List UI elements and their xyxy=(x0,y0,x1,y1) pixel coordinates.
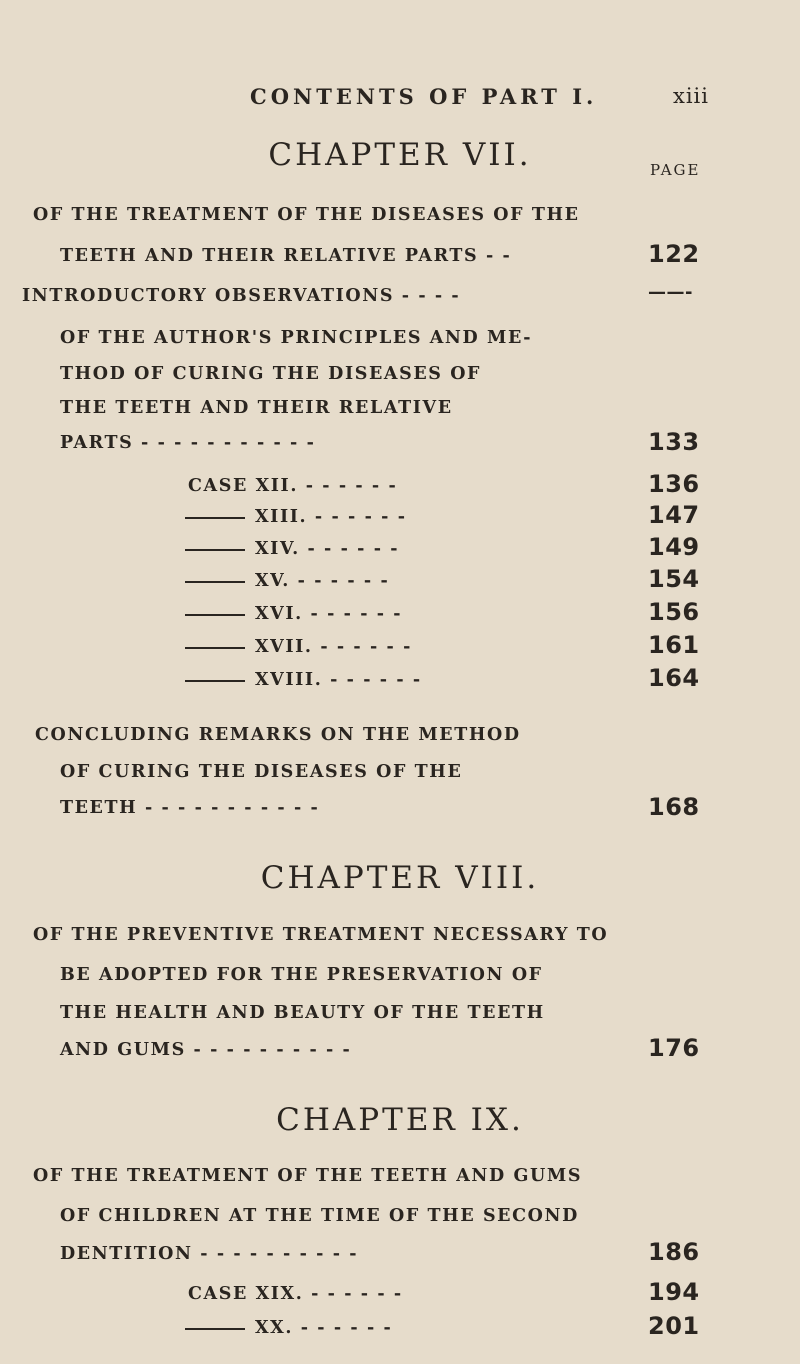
toc-page-number: 186 xyxy=(648,1238,700,1266)
toc-entry-line: TEETH - - - - - - - - - - - xyxy=(60,798,320,818)
chapter-9-heading: CHAPTER IX. xyxy=(276,1102,524,1138)
toc-page-number: ——- xyxy=(648,282,693,303)
case-label: XVI. - - - - - - xyxy=(255,604,403,624)
toc-entry-line: TEETH AND THEIR RELATIVE PARTS - - xyxy=(60,246,512,266)
chapter-7-heading: CHAPTER VII. xyxy=(268,137,532,173)
page-number: xiii xyxy=(673,84,709,108)
case-entry xyxy=(185,571,389,591)
toc-entry-line: INTRODUCTORY OBSERVATIONS - - - - xyxy=(22,286,461,306)
toc-entry-line: OF CURING THE DISEASES OF THE xyxy=(60,762,463,782)
toc-entry-line: OF CHILDREN AT THE TIME OF THE SECOND xyxy=(60,1206,579,1226)
case-page-number: 154 xyxy=(648,565,700,593)
page-column-label: PAGE xyxy=(650,161,701,179)
ditto-rule xyxy=(185,517,245,519)
case-page-number: 201 xyxy=(648,1312,700,1340)
toc-entry-line: CONCLUDING REMARKS ON THE METHOD xyxy=(35,725,521,745)
ditto-rule xyxy=(185,647,245,649)
ditto-rule xyxy=(185,614,245,616)
case-page-number: 164 xyxy=(648,664,700,692)
case-entry xyxy=(185,507,407,527)
case-label: XX. - - - - - - xyxy=(255,1318,393,1338)
case-page-number: 194 xyxy=(648,1278,700,1306)
case-entry xyxy=(185,604,402,624)
chapter-8-heading: CHAPTER VIII. xyxy=(260,860,540,896)
case-page-number: 147 xyxy=(648,501,700,529)
case-label: XVII. - - - - - - xyxy=(255,637,412,657)
ditto-rule xyxy=(185,680,245,682)
running-title: CONTENTS OF PART I. xyxy=(250,84,598,109)
case-page-number: 149 xyxy=(648,533,700,561)
case-entry xyxy=(185,539,399,559)
case-page-number: 161 xyxy=(648,631,700,659)
case-label: XV. - - - - - - xyxy=(255,571,390,591)
toc-entry-line: THE HEALTH AND BEAUTY OF THE TEETH xyxy=(60,1003,545,1023)
toc-page-number: 176 xyxy=(648,1034,700,1062)
toc-entry-line: DENTITION - - - - - - - - - - xyxy=(60,1244,359,1264)
case-page-number: 136 xyxy=(648,470,700,498)
toc-entry-line: THE TEETH AND THEIR RELATIVE xyxy=(60,398,453,418)
ditto-rule xyxy=(185,1328,245,1330)
toc-entry-line: AND GUMS - - - - - - - - - - xyxy=(60,1040,352,1060)
toc-entry-line: OF THE PREVENTIVE TREATMENT NECESSARY TO xyxy=(33,925,609,945)
toc-entry-line: THOD OF CURING THE DISEASES OF xyxy=(60,364,482,384)
case-entry: CASE XII. - - - - - - xyxy=(188,476,398,496)
toc-entry-line: OF THE TREATMENT OF THE DISEASES OF THE xyxy=(33,205,580,225)
case-label: XIII. - - - - - - xyxy=(255,507,407,527)
case-entry xyxy=(185,1318,392,1338)
toc-page-number: 122 xyxy=(648,240,700,268)
case-entry: CASE XIX. - - - - - - xyxy=(188,1284,403,1304)
toc-entry-line: BE ADOPTED FOR THE PRESERVATION OF xyxy=(60,965,543,985)
toc-entry-line: OF THE TREATMENT OF THE TEETH AND GUMS xyxy=(33,1166,583,1186)
ditto-rule xyxy=(185,581,245,583)
case-label: XIV. - - - - - - xyxy=(255,539,400,559)
toc-page-number: 168 xyxy=(648,793,700,821)
ditto-rule xyxy=(185,549,245,551)
case-label: XVIII. - - - - - - xyxy=(255,670,422,690)
case-entry xyxy=(185,637,412,657)
toc-page-number: 133 xyxy=(648,428,700,456)
toc-entry-line: PARTS - - - - - - - - - - - xyxy=(60,433,316,453)
running-head xyxy=(0,84,800,114)
toc-entry-line: OF THE AUTHOR'S PRINCIPLES AND ME- xyxy=(60,328,533,348)
case-page-number: 156 xyxy=(648,598,700,626)
case-entry xyxy=(185,670,422,690)
